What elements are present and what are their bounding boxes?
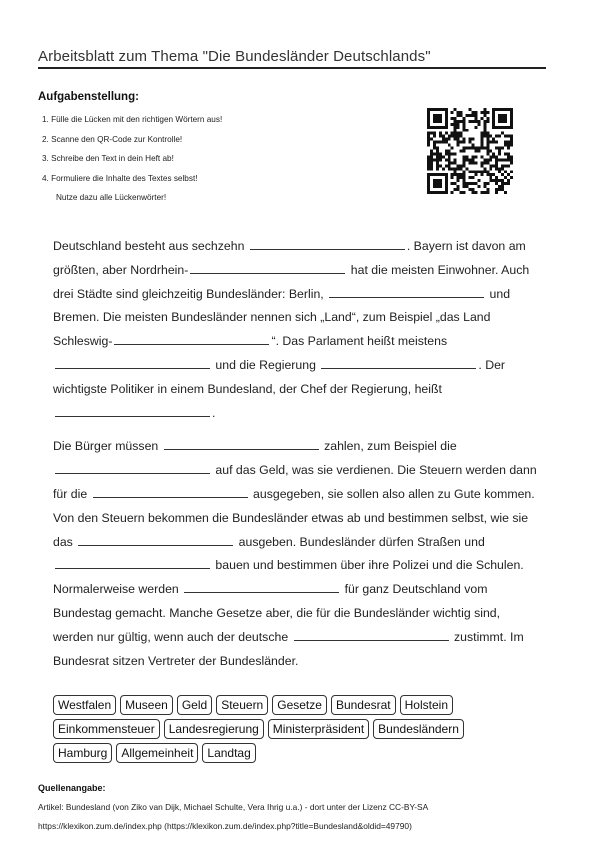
blank-field[interactable] [184,578,339,593]
blank-field[interactable] [250,235,405,250]
text-segment: “. Das Parlament heißt meistens [271,334,448,349]
text-segment: ausgeben. Bundesländer dürfen Straßen und [238,534,485,549]
paragraph-laws [53,578,543,673]
text-segment: bauen und bestimmen über ihre Polizei und die Schulen. [215,558,524,573]
word-chip[interactable]: Holstein [400,695,453,715]
source-url[interactable]: https://klexikon.zum.de/index.php (https://klexikon.zum.de/index.php?title=Bundesland&oldid=49790) [38,821,412,831]
cloze-text [53,235,543,673]
blank-field[interactable] [55,354,210,369]
text-segment: . Bayern ist davon am größten, aber Nordrhein- [53,239,526,277]
word-chip[interactable]: Bundesländern [373,719,464,739]
task-item: Nutze dazu alle Lückenwörter! [56,193,167,202]
text-segment: . Der wichtigste Politiker in einem Bundesland, der Chef der Regierung, heißt [53,357,506,396]
task-item: 3. Schreibe den Text in dein Heft ab! [42,154,174,163]
paragraph-states [53,235,543,425]
sources-heading: Quellenangabe: [38,783,106,793]
blank-field[interactable] [55,402,210,417]
title-underline [38,67,546,69]
text-segment: Die Bürger müssen [53,439,159,454]
word-chip[interactable]: Ministerpräsident [268,719,369,739]
text-segment: zustimmt. Im Bundesrat sitzen Vertreter der Bundesländer. [53,629,524,668]
blank-field[interactable] [93,483,248,498]
blank-field[interactable] [78,531,233,546]
word-chip[interactable]: Landesregierung [164,719,264,739]
word-chip[interactable]: Museen [120,695,173,715]
text-segment: Deutschland besteht aus sechzehn [53,239,245,253]
qr-code-icon[interactable] [427,108,513,194]
text-segment: auf das Geld, was sie verdienen. Die Steuern werden dann für die [53,463,537,501]
text-segment: zahlen, zum Beispiel die [324,439,457,454]
text-segment: und Bremen. Die meisten Bundesländer nennen sich „Land“, zum Beispiel „das Land Schleswig- [53,286,511,349]
blank-field[interactable] [55,554,210,569]
blank-field[interactable] [329,283,484,298]
word-bank [53,695,523,763]
source-article: Artikel: Bundesland (von Ziko van Dijk, Michael Schulte, Vera Ihrig u.a.) - dort unter der Lizenz CC-BY-SA [38,802,429,812]
word-chip[interactable]: Hamburg [53,743,112,763]
blank-field[interactable] [321,354,476,369]
word-chip[interactable]: Bundesrat [331,695,396,715]
blank-field[interactable] [114,330,269,345]
worksheet-title: Arbeitsblatt zum Thema "Die Bundesländer Deutschlands" [38,48,431,65]
blank-field[interactable] [190,259,345,274]
blank-field[interactable] [55,459,210,474]
text-segment: ausgegeben, sie sollen also allen zu Gute kommen. Von den Steuern bekommen die Bundesländer etwas ab und bestimmen selbst, wie sie das [53,486,535,549]
word-chip[interactable]: Allgemeinheit [116,743,198,763]
text-segment: . [212,405,216,420]
task-item: 1. Fülle die Lücken mit den richtigen Wörtern aus! [42,115,223,124]
text-segment: hat die meisten Einwohner. Auch drei Städte sind gleichzeitig Bundesländer: Berlin, [53,262,530,301]
word-chip[interactable]: Landtag [202,743,255,763]
task-item: 2. Scanne den QR-Code zur Kontrolle! [42,134,183,144]
paragraph-taxes [53,435,543,578]
word-chip[interactable]: Einkommensteuer [53,719,160,739]
word-chip[interactable]: Geld [177,695,212,715]
blank-field[interactable] [294,626,449,641]
task-heading: Aufgabenstellung: [38,91,139,103]
task-list [42,115,222,213]
text-segment: für ganz Deutschland vom Bundestag gemacht. Manche Gesetze aber, die für die Bundesländer wichtig sind, werden nur gültig, wenn auch der deutsche [53,582,501,644]
text-segment: und die Regierung [215,357,316,372]
task-item: 4. Formuliere die Inhalte des Textes selbst! [42,173,198,183]
blank-field[interactable] [164,435,319,450]
text-segment: Normalerweise werden [53,582,179,597]
word-chip[interactable]: Gesetze [272,695,327,715]
word-chip[interactable]: Steuern [216,695,268,715]
word-chip[interactable]: Westfalen [53,695,116,715]
